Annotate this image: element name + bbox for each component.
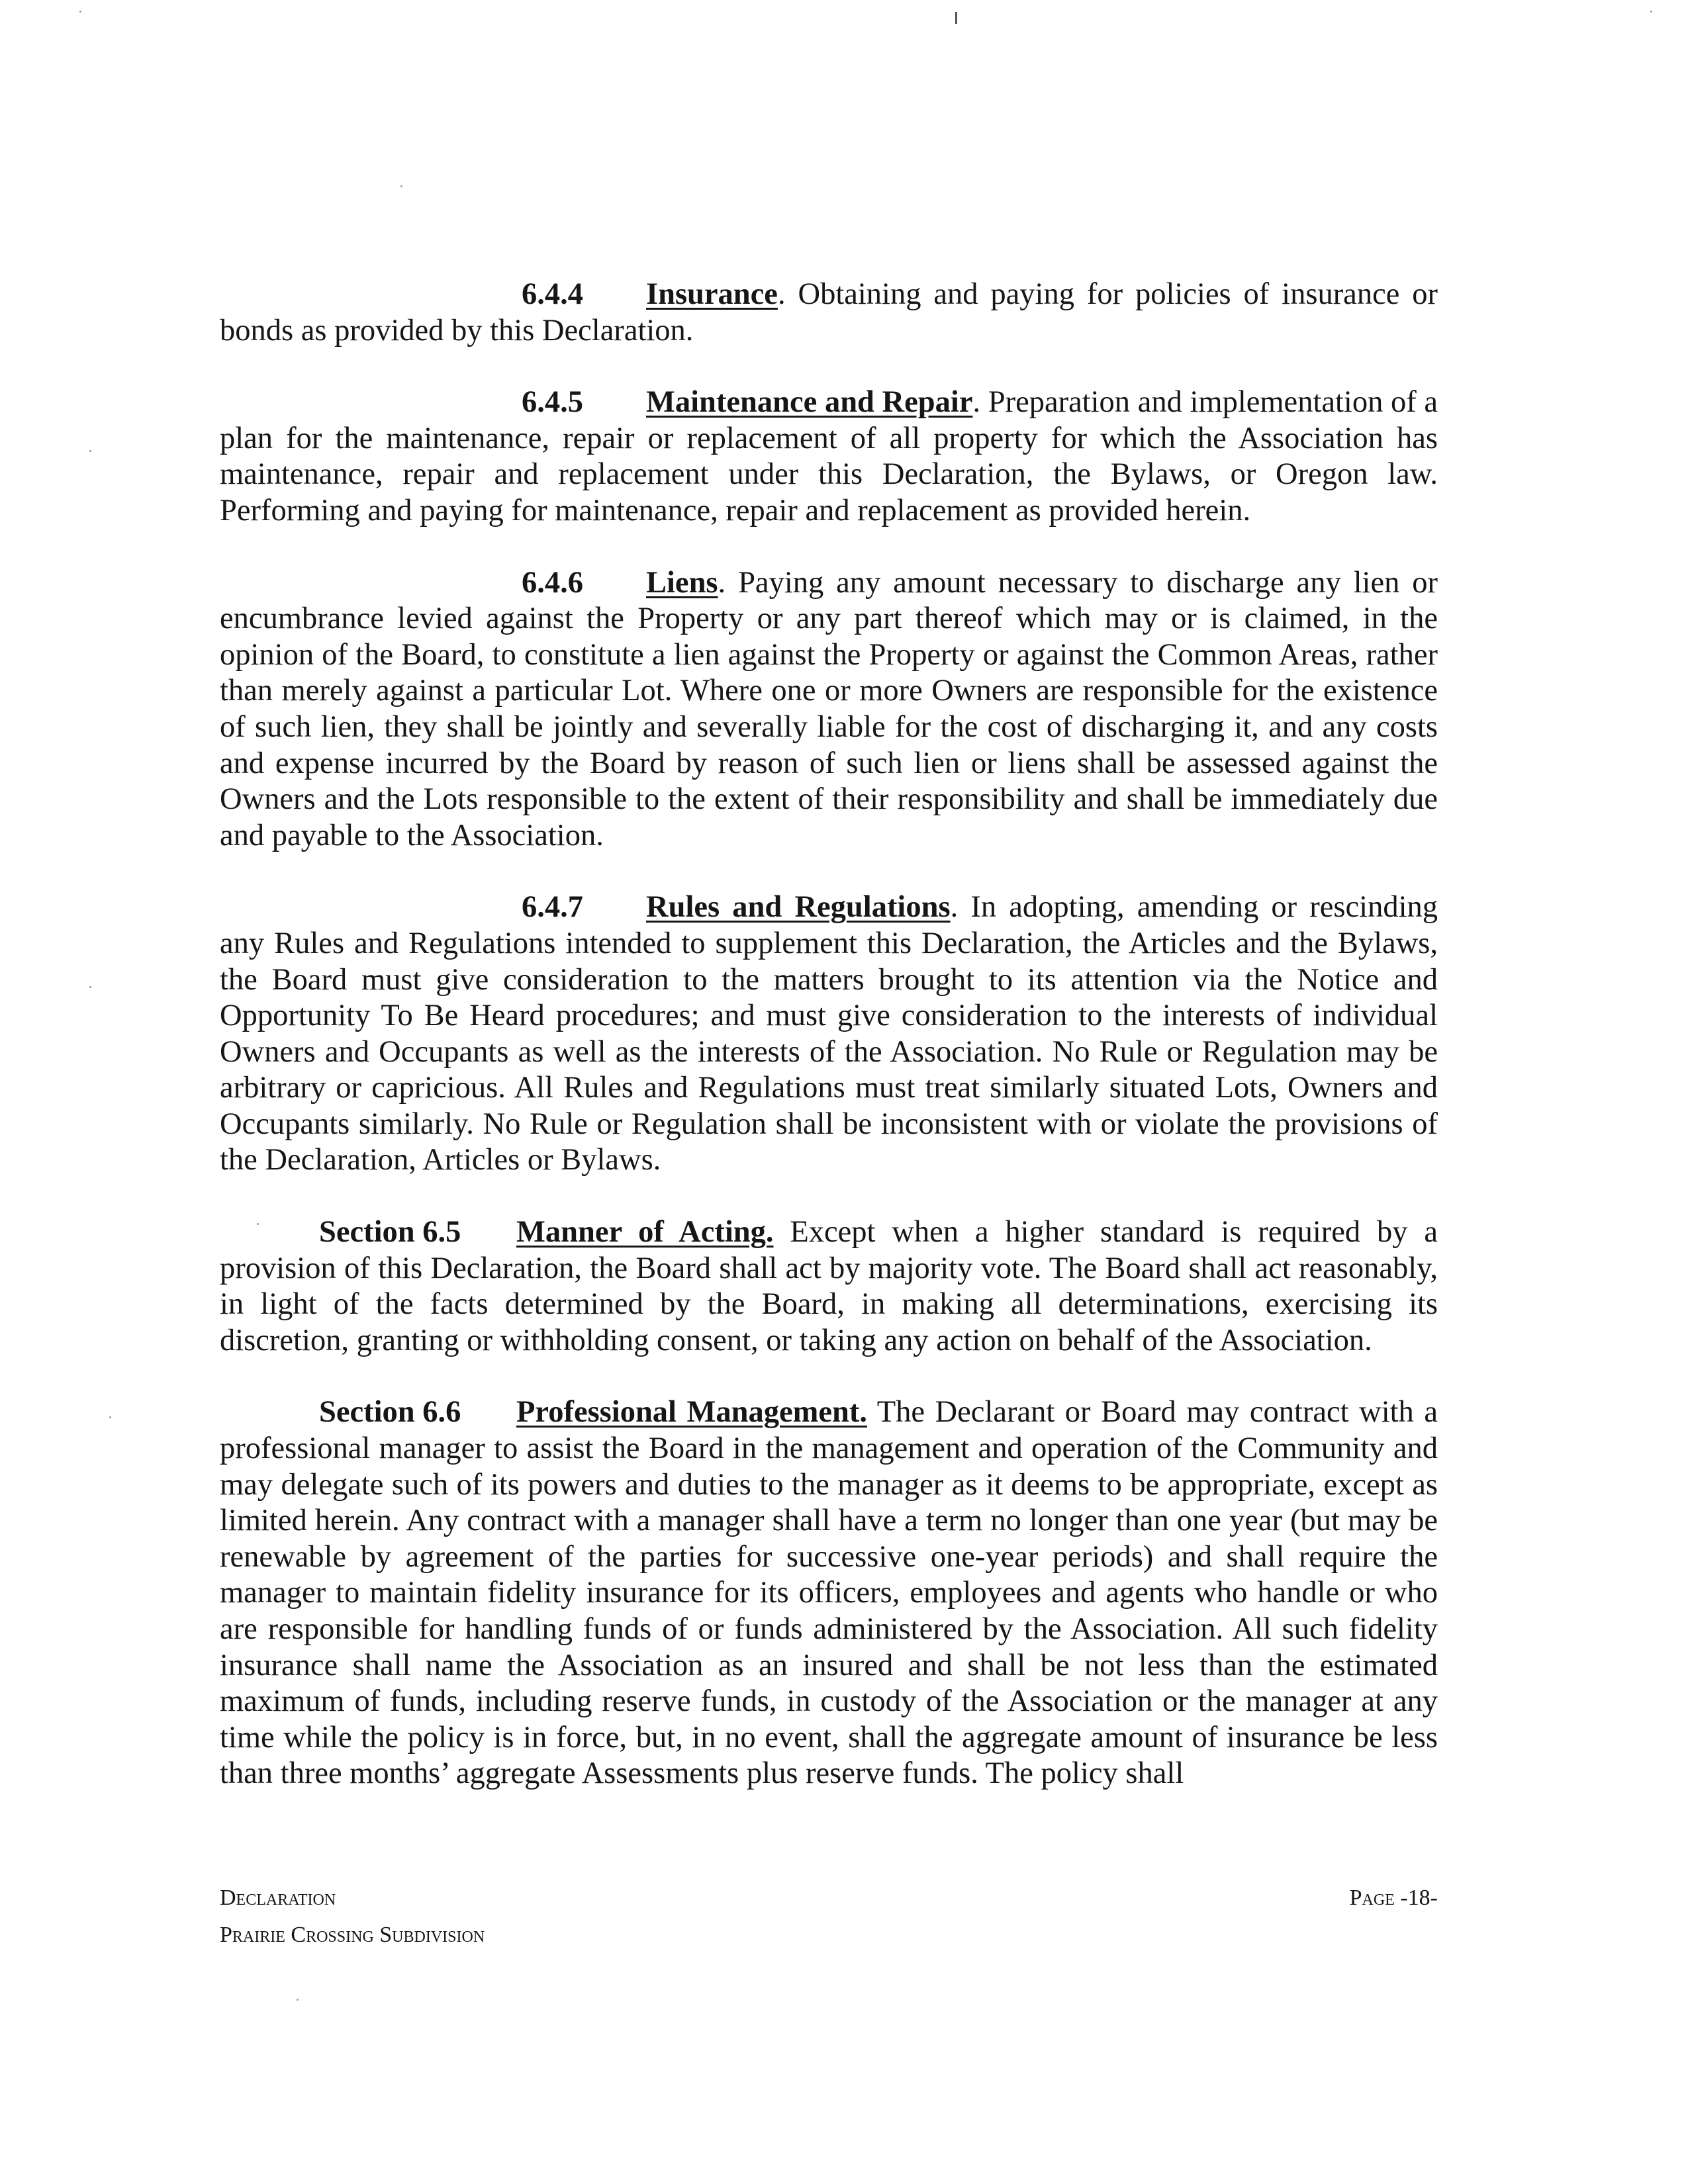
paragraph-6-4-5 — [220, 385, 1438, 529]
section-text: The Declarant or Board may contract with a professional manager to assist the Board in the management and operation of the Community and may delegate such of its powers and duties to the manager as it deems to be appropriate, except as limited herein. Any contract with a manager shall have a term no longer than one year (but may be renewable by agreement of the parties for successive one-year periods) and shall require the manager to maintain fidelity insurance for its officers, employees and agents who handle or who are responsible for handling funds of or funds administered by the Association. All such fidelity insurance shall name the Association as an insured and shall be not less than the estimated maximum of funds, including reserve funds, in custody of the Association or the manager at any time while the policy is in force, but, in no event, shall the aggregate amount of insurance be less than three months’ aggregate Assessments plus reserve funds. The policy shall — [220, 1395, 1438, 1791]
paragraph-heading: Maintenance and Repair — [646, 385, 973, 420]
scan-speck — [79, 11, 81, 13]
paragraph-number: 6.4.4 — [522, 277, 583, 311]
paragraph-6-4-4 — [220, 277, 1438, 349]
section-number: Section 6.6 — [319, 1395, 461, 1430]
paragraph-text: . Preparation and implementation of a plan for the maintenance, repair or replacement of all property for which the Association has maintenance, repair and replacement under this Declaration, the Bylaws, or Oregon law. Performing and paying for maintenance, repair and replacement as provided herein. — [220, 385, 1438, 527]
scan-speck — [297, 1999, 299, 2001]
section-6-5 — [220, 1214, 1438, 1359]
section-text: Except when a higher standard is required by a provision of this Declaration, the Board shall act by majority vote. The Board shall act reasonably, in light of the facts determined by the Board, in making all determinations, exercising its discretion, granting or withholding consent, or taking any action on behalf of the Association. — [220, 1215, 1438, 1357]
paragraph-6-4-6 — [220, 565, 1438, 854]
paragraph-number: 6.4.6 — [522, 565, 583, 600]
section-number: Section 6.5 — [319, 1215, 461, 1250]
scan-speck — [89, 986, 91, 988]
section-6-6 — [220, 1394, 1438, 1792]
page-number: Page -18- — [1349, 1886, 1438, 1910]
scan-speck — [1650, 11, 1652, 13]
page-edge-mark — [955, 12, 957, 24]
footer-title-line: Declaration — [220, 1886, 336, 1910]
paragraph-heading: Liens — [646, 565, 718, 600]
paragraph-heading: Insurance — [646, 277, 778, 311]
section-heading: Manner of Acting. — [516, 1215, 774, 1250]
footer-document-title — [220, 1880, 485, 1954]
footer-subtitle-line: Prairie Crossing Subdivision — [220, 1923, 485, 1947]
paragraph-number: 6.4.7 — [522, 890, 583, 925]
section-heading: Professional Management. — [516, 1395, 867, 1430]
paragraph-text: . In adopting, amending or rescinding any Rules and Regulations intended to supplement this Declaration, the Articles and the Bylaws, the Board must give consideration to the matters brought to its attention via the Notice and Opportunity To Be Heard procedures; and must give consideration to the interests of individual Owners and Occupants as well as the interests of the Association. No Rule or Regulation may be arbitrary or capricious. All Rules and Regulations must treat similarly situated Lots, Owners and Occupants similarly. No Rule or Regulation shall be inconsistent with or violate the provisions of the Declaration, Articles or Bylaws. — [220, 890, 1438, 1177]
scan-speck — [400, 185, 402, 187]
paragraph-heading: Rules and Regulations — [646, 890, 951, 925]
scan-speck — [89, 450, 91, 452]
paragraph-text: . Obtaining and paying for policies of insurance or bonds as provided by this Declaration. — [220, 277, 1438, 347]
paragraph-6-4-7 — [220, 889, 1438, 1179]
scan-speck — [109, 1416, 111, 1418]
document-body — [220, 277, 1438, 1792]
paragraph-number: 6.4.5 — [522, 385, 583, 420]
paragraph-text: . Paying any amount necessary to discharge any lien or encumbrance levied against the Property or any part thereof which may or is claimed, in the opinion of the Board, to constitute a lien against the Property or against the Common Areas, rather than merely against a particular Lot. Where one or more Owners are responsible for the existence of such lien, they shall be jointly and severally liable for the cost of discharging it, and any costs and expense incurred by the Board by reason of such lien or liens shall be assessed against the Owners and the Lots responsible to the extent of their responsibility and shall be immediately due and payable to the Association. — [220, 565, 1438, 852]
